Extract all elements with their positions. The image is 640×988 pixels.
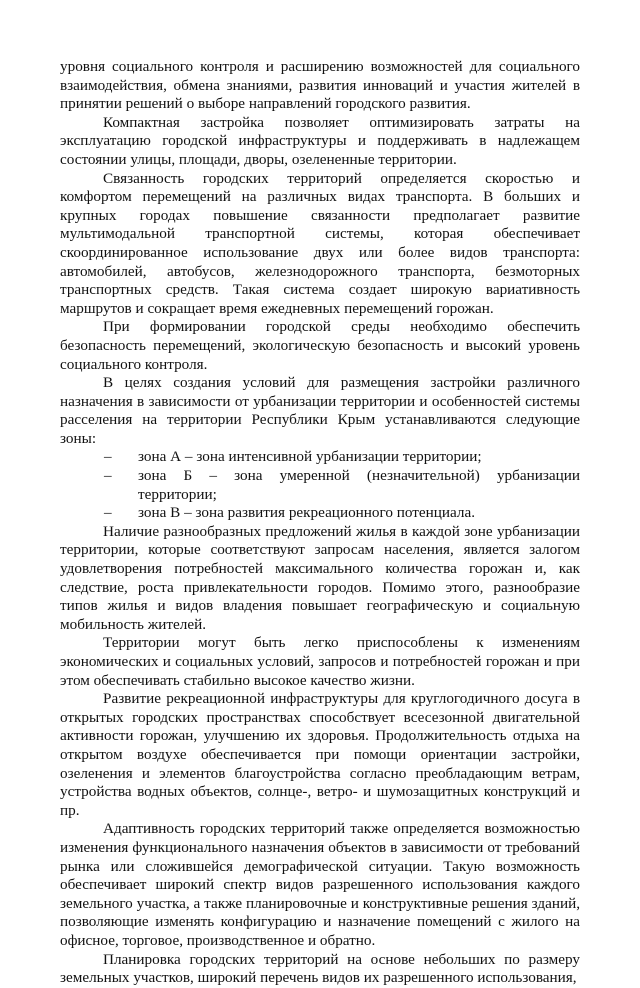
zone-list-item-b [60,467,580,504]
paragraph-zones-intro: В целях создания условий для размещения застройки различного назначения в зависимости от урбанизации территории и особенностей системы расселения на территории Республики Крым устанавливаются следующие зоны: [60,374,580,447]
paragraph-functional-change: Адаптивность городских территорий также определяется возможностью изменения функционального назначения объектов в зависимости от требований рынка или сложившейся демографической ситуации. Такую возможность обеспечивает широкий спектр видов разрешенного использования каждого земельного участка, а также планировочные и конструктивные решения зданий, позволяющие изменять конфигурацию и назначение помещений с жилого на офисное, торговое, производственное и обратно. [60,820,580,949]
zone-a-text: зона А – зона интенсивной урбанизации территории; [138,448,482,466]
paragraph-connectivity: Связанность городских территорий определяется скоростью и комфортом перемещений на различных видах транспорта. В больших и крупных городах повышение связанности предполагает развитие мультимодальной транспортной системы, которая обеспечивает скоординированное использование двух или более видов транспорта: автомобилей, автобусов, железнодорожного транспорта, безмоторных транспортных средств. Такая система создает широкую вариативность маршрутов и сокращает время ежедневных перемещений горожан. [60,169,580,317]
list-dash: – [104,504,112,522]
paragraph-recreation: Развитие рекреационной инфраструктуры для круглогодичного досуга в открытых городских пространствах способствует всесезонной двигательной активности горожан, улучшению их здоровья. Продолжительность отдыха на открытом воздухе обеспечивается при помощи ориентации застройки, озеленения и элементов благоустройства согласно преобладающим ветрам, устройства водных объектов, солнце-, ветро- и шумозащитных конструкций и пр. [60,690,580,819]
paragraph-compact-development: Компактная застройка позволяет оптимизировать затраты на эксплуатацию городской инфраструктуры и поддерживать в надлежащем состоянии улицы, площади, дворы, озелененные территории. [60,113,580,168]
zone-list-item-c [60,504,580,523]
document-page [60,58,580,988]
zone-b-text: зона Б – зона умеренной (незначительной) урбанизации территории; [138,467,580,503]
zone-c-text: зона В – зона развития рекреационного потенциала. [138,504,476,522]
paragraph-planning: Планировка городских территорий на основе небольших по размеру земельных участков, широкий перечень видов их разрешенного использования, [60,950,580,987]
list-dash: – [104,448,112,466]
paragraph-continuation: уровня социального контроля и расширению возможностей для социального взаимодействия, обмена знаниями, развития инноваций и участия жителей в принятии решений о выборе направлений городского развития. [60,58,580,113]
zone-list-item-a [60,448,580,467]
paragraph-housing-variety: Наличие разнообразных предложений жилья в каждой зоне урбанизации территории, которые соответствуют запросам населения, является залогом удовлетворения потребностей максимального количества горожан и, как следствие, роста привлекательности городов. Помимо этого, разнообразие типов жилья и видов владения повышает географическую и социальную мобильность жителей. [60,522,580,633]
paragraph-adaptability: Территории могут быть легко приспособлены к изменениям экономических и социальных условий, запросов и потребностей горожан и при этом обеспечивать стабильно высокое качество жизни. [60,634,580,689]
list-dash: – [104,467,112,485]
paragraph-safety: При формировании городской среды необходимо обеспечить безопасность перемещений, экологическую безопасность и высокий уровень социального контроля. [60,318,580,373]
